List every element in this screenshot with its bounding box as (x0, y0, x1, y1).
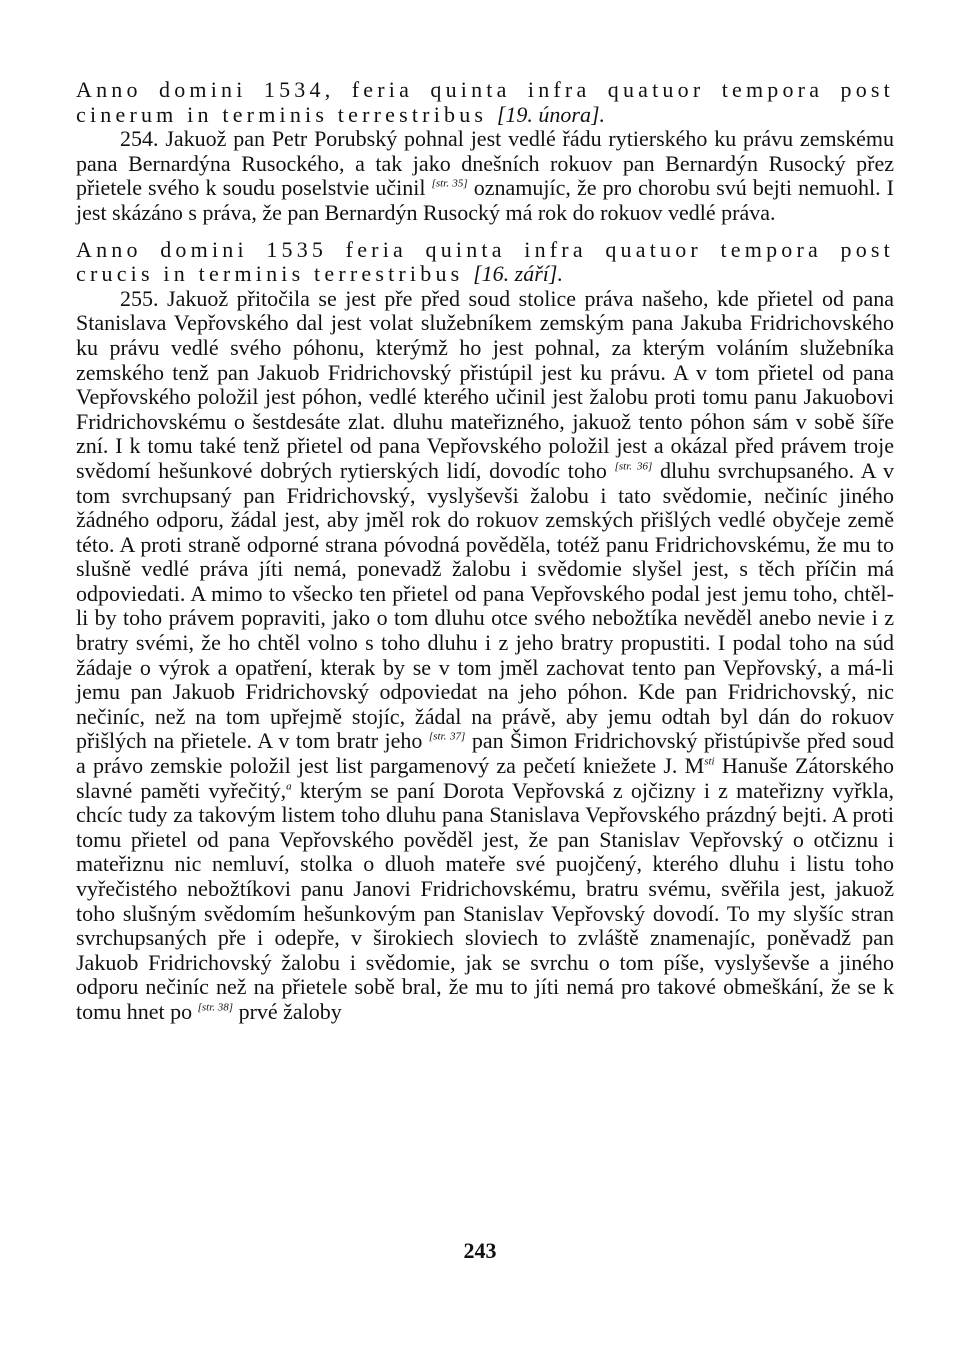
paragraph-text: pan Šimon Fridrichovský přistúpivše před soud a právo zemskie položil jest list pargamenový za pečetí kniežete J. M (76, 728, 894, 779)
page-reference-mark: [str. 37] (428, 731, 466, 744)
document-page (76, 78, 894, 1025)
paragraph-text: Jakuož pan Petr Porubský pohnal jest vedlé řádu rytierského ku právu zemskému pana Bernardýna Rusockého, a tak jako dnešních rokuov pan Bernardýn Rusocký přez přietele svého k soudu poselstvie učinil (76, 126, 895, 201)
page-reference-mark: [str. 36] (614, 460, 653, 473)
paragraph-text: Jakuož přitočila se jest pře před soud stolice práva našeho, kde přietel od pana Stanislava Vepřovského dal jest volat služebníkem zemským pana Jakuba Fridrichovského ku právu vedlé svého póhonu, kterýmž ho jest pohnal, za kterým voláním služebníka zemského tenž pan Jakuob Fridrichovský přistúpil jest ku právu. A v tom přietel od pana Vepřovského položil jest póhon, vedlé kterého učinil jest žalobu proti tomu panu Jakuobovi Fridrichovskému o šestdesáte zlat. dluhu mateřizného, jakuož tento póhon sám v sobě šíře zní. I k tomu také tenž přietel od pana Vepřovského položil jest a okázal před právem troje svědomí hešunkové dobrých rytierských lidí, dovodíc toho (76, 285, 894, 483)
heading-text: Anno domini 1534, feria quinta infra quatuor tempora post cinerum in terminis terrestribus (76, 77, 894, 127)
entry-heading-1535 (76, 238, 894, 287)
entry-heading-1534 (76, 78, 894, 127)
heading-text: Anno domini 1535 feria quinta infra quatuor tempora post crucis in terminis terrestribus (76, 236, 894, 287)
heading-date: [19. února]. (496, 101, 606, 127)
page-number: 243 (463, 1238, 497, 1263)
heading-date: [16. září]. (473, 261, 563, 287)
page-reference-mark: [str. 38] (197, 1001, 234, 1014)
entry-paragraph-254 (76, 127, 894, 225)
paragraph-text: oznamujíc, že pro chorobu svú bejti nemuohl. I jest skázáno s práva, že pan Bernardýn Rusocký má rok do rokuov vedlé práva. (76, 175, 895, 225)
paragraph-text: Hanuše Zátorského slavné paměti vyřečitý, (76, 753, 895, 803)
entry-number: 255. (120, 285, 159, 311)
footnote-marker: a (286, 780, 292, 793)
superscript-abbreviation: sti (704, 755, 715, 768)
paragraph-text: kterým se paní Dorota Vepřovská z ojčizny i z mateřizny vyřkla, chcíc tudy za takovým listem toho dluhu pana Stanislava Vepřovského prázdný bejti. A proti tomu přietel od pana Vepřovského pověděl jest, že pan Stanislav Vepřovský o otčiznu i mateřiznu nic nemluví, stolka o dluoh mateře své puojčený, kterého dluhu i listu toho vyřečistého nebožtíkovi panu Janovi Fridrichovskému, bratru svému, svěřila jest, jakuož toho slušným svědomím hešunkovým pan Stanislav Vepřovský dovodí. To my slyšíc stran svrchupsaných pře i odepře, v širokiech sloviech to zvláště znamenajíc, poněvadž pan Jakuob Fridrichovský žalobu i svědomie, jak se svrchu o tom píše, vyslyševše a jiného odporu nečiníc než na přietele sobě bral, že mu to jíti nemá pro takové obmeškání, že se k tomu hnet po (76, 777, 895, 1024)
page-reference-mark: [str. 35] (431, 178, 468, 191)
paragraph-text: dluhu svrchupsaného. A v tom svrchupsaný pan Fridrichovský, vyslyševši žalobu i tato svědomie, nečiníc jiného žádného odporu, žádal jest, aby jměl rok do rokuov zemských přišlých vedlé obyčeje země této. A proti straně odporné strana póvodná pověděla, totéž panu Fridrichovskému, že mu to slušně vedlé práva jíti nemá, ponevadž žalobu i svědomie slyšel jest, s těch příčin má odpoviedati. A mimo to všecko ten přietel od pana Vepřovského podal jest jemu toho, chtěl-li by toho právem popraviti, jako o tom dluhu otce svého nebožtíka nevěděl anebo nevie i z bratry svémi, že ho chtěl volno s toho dluhu i z jeho bratry propustiti. I podal toho na súd žádaje o výrok a opatření, kterak by se v tom jměl zachovat tento pan Vepřovský, a má-li jemu pan Jakuob Fridrichovský odpoviedat na jeho póhon. Kde pan Fridrichovský, nic nečiníc, než na tom upřejmě stojíc, žádal na právě, aby jemu odtah byl dán do rokuov přišlých na přietele. A v tom bratr jeho (76, 457, 895, 754)
entry-paragraph-255 (76, 287, 894, 1025)
paragraph-text: prvé žaloby (238, 998, 342, 1024)
entry-number: 254. (120, 126, 159, 152)
